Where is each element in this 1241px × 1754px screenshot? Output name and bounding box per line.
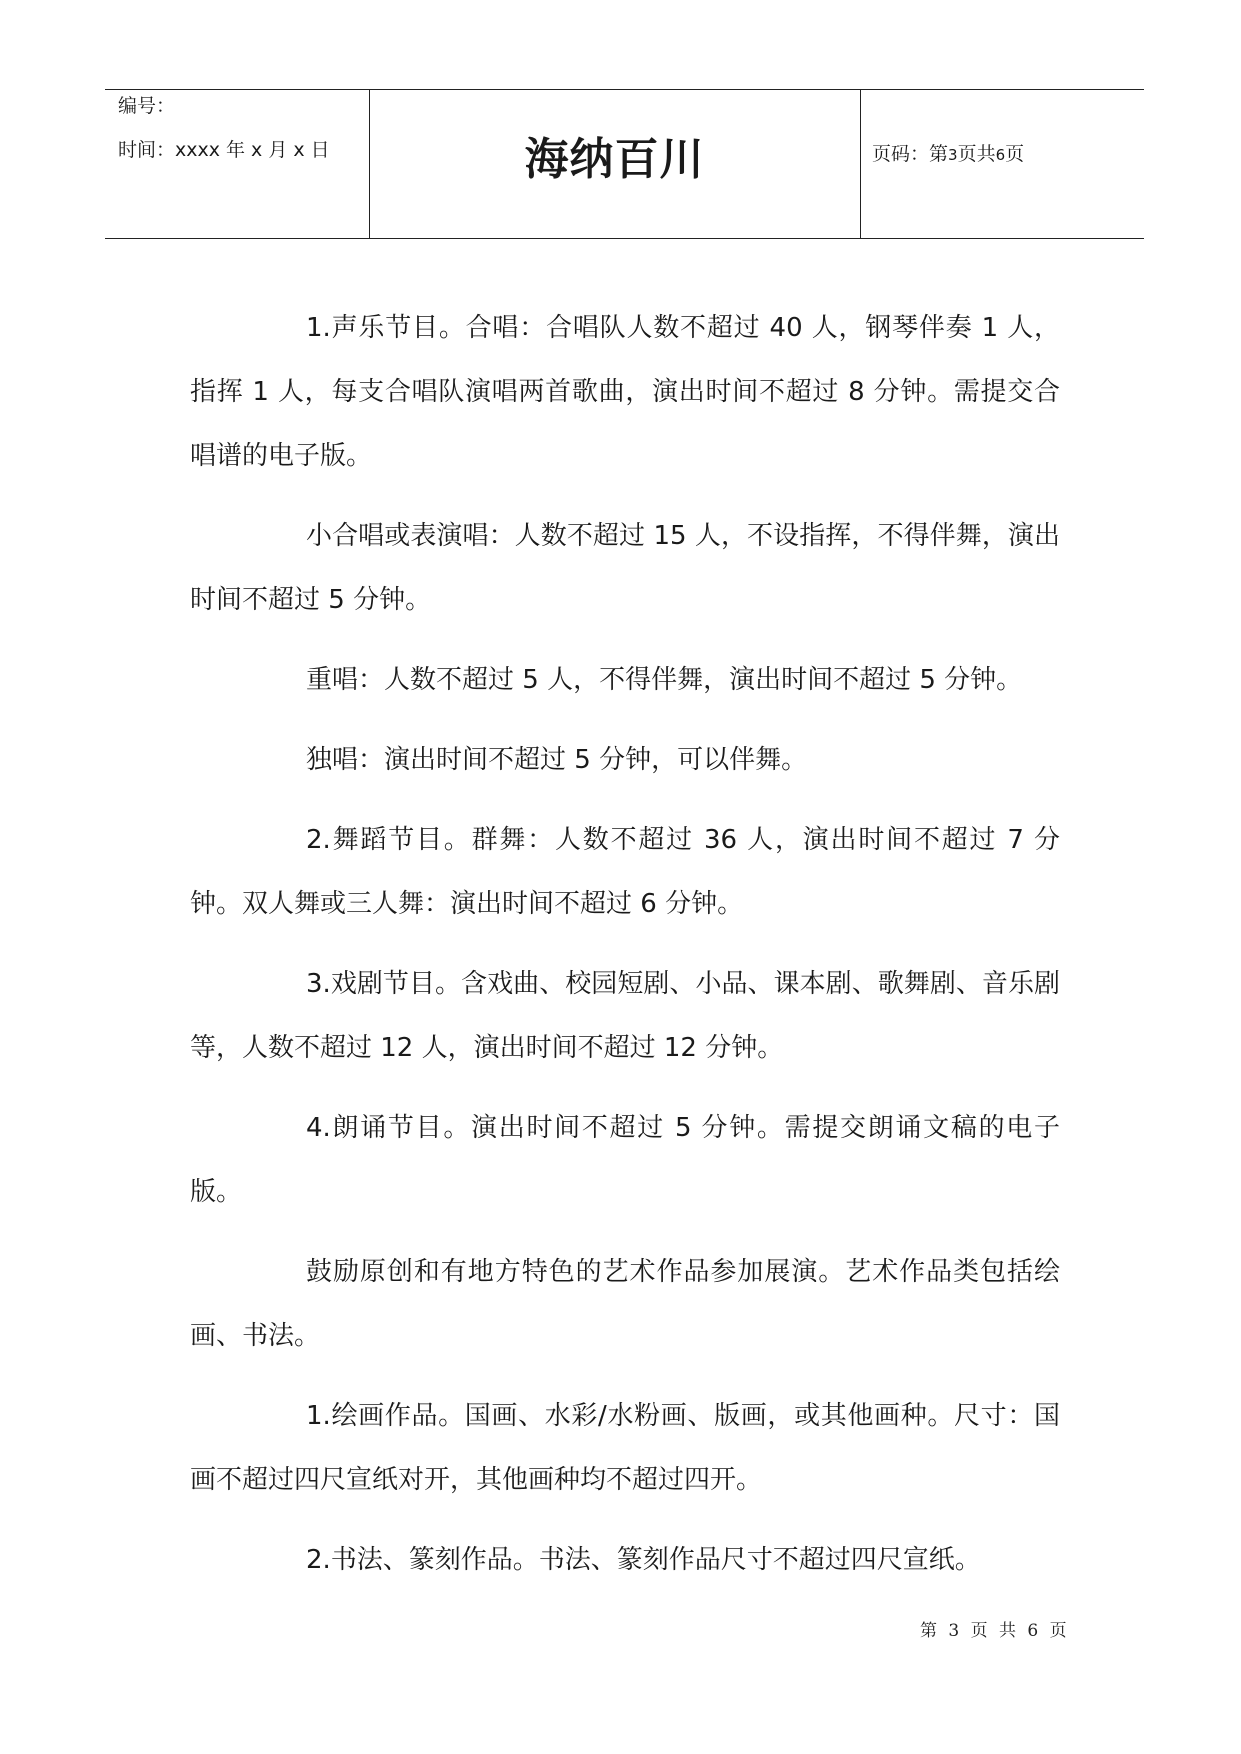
page-total: 6 (995, 146, 1006, 164)
header-page-number (872, 143, 1024, 166)
page-label: 页码：第 (872, 143, 949, 165)
paragraph: 鼓励原创和有地方特色的艺术作品参加展演。艺术作品类包括绘画、书法。 (190, 1257, 1060, 1351)
paragraph: 2.书法、篆刻作品。书法、篆刻作品尺寸不超过四尺宣纸。 (306, 1545, 981, 1575)
paragraph: 重唱：人数不超过 5 人，不得伴舞，演出时间不超过 5 分钟。 (306, 665, 1023, 695)
paragraph: 小合唱或表演唱：人数不超过 15 人，不设指挥，不得伴舞，演出时间不超过 5 分钟。 (190, 521, 1060, 615)
page-footer: 第 3 页 共 6 页 (920, 1621, 1070, 1641)
page-current: 3 (948, 146, 958, 164)
paragraph: 独唱：演出时间不超过 5 分钟，可以伴舞。 (306, 745, 808, 775)
page-end: 页 (1005, 143, 1025, 165)
page-mid: 页共 (957, 143, 996, 165)
paragraph: 1.绘画作品。国画、水彩/水粉画、版画，或其他画种。尺寸：国画不超过四尺宣纸对开，其他画种均不超过四开。 (190, 1401, 1060, 1495)
header-divider (860, 90, 861, 238)
document-title: 海纳百川 (524, 134, 705, 185)
document-header (105, 89, 1144, 239)
paragraph: 3.戏剧节目。含戏曲、校园短剧、小品、课本剧、歌舞剧、音乐剧等，人数不超过 12 人，演出时间不超过 12 分钟。 (190, 969, 1060, 1063)
paragraph: 2.舞蹈节目。群舞：人数不超过 36 人，演出时间不超过 7 分钟。双人舞或三人舞：演出时间不超过 6 分钟。 (190, 825, 1060, 919)
document-body (190, 296, 1060, 1608)
paragraph: 1.声乐节目。合唱：合唱队人数不超过 40 人，钢琴伴奏 1 人，指挥 1 人，每支合唱队演唱两首歌曲，演出时间不超过 8 分钟。需提交合唱谱的电子版。 (190, 313, 1060, 471)
document-id-label: 编号： (118, 95, 176, 117)
paragraph: 4.朗诵节目。演出时间不超过 5 分钟。需提交朗诵文稿的电子版。 (190, 1113, 1060, 1207)
document-date-label: 时间：xxxx 年 x 月 x 日 (118, 139, 330, 161)
